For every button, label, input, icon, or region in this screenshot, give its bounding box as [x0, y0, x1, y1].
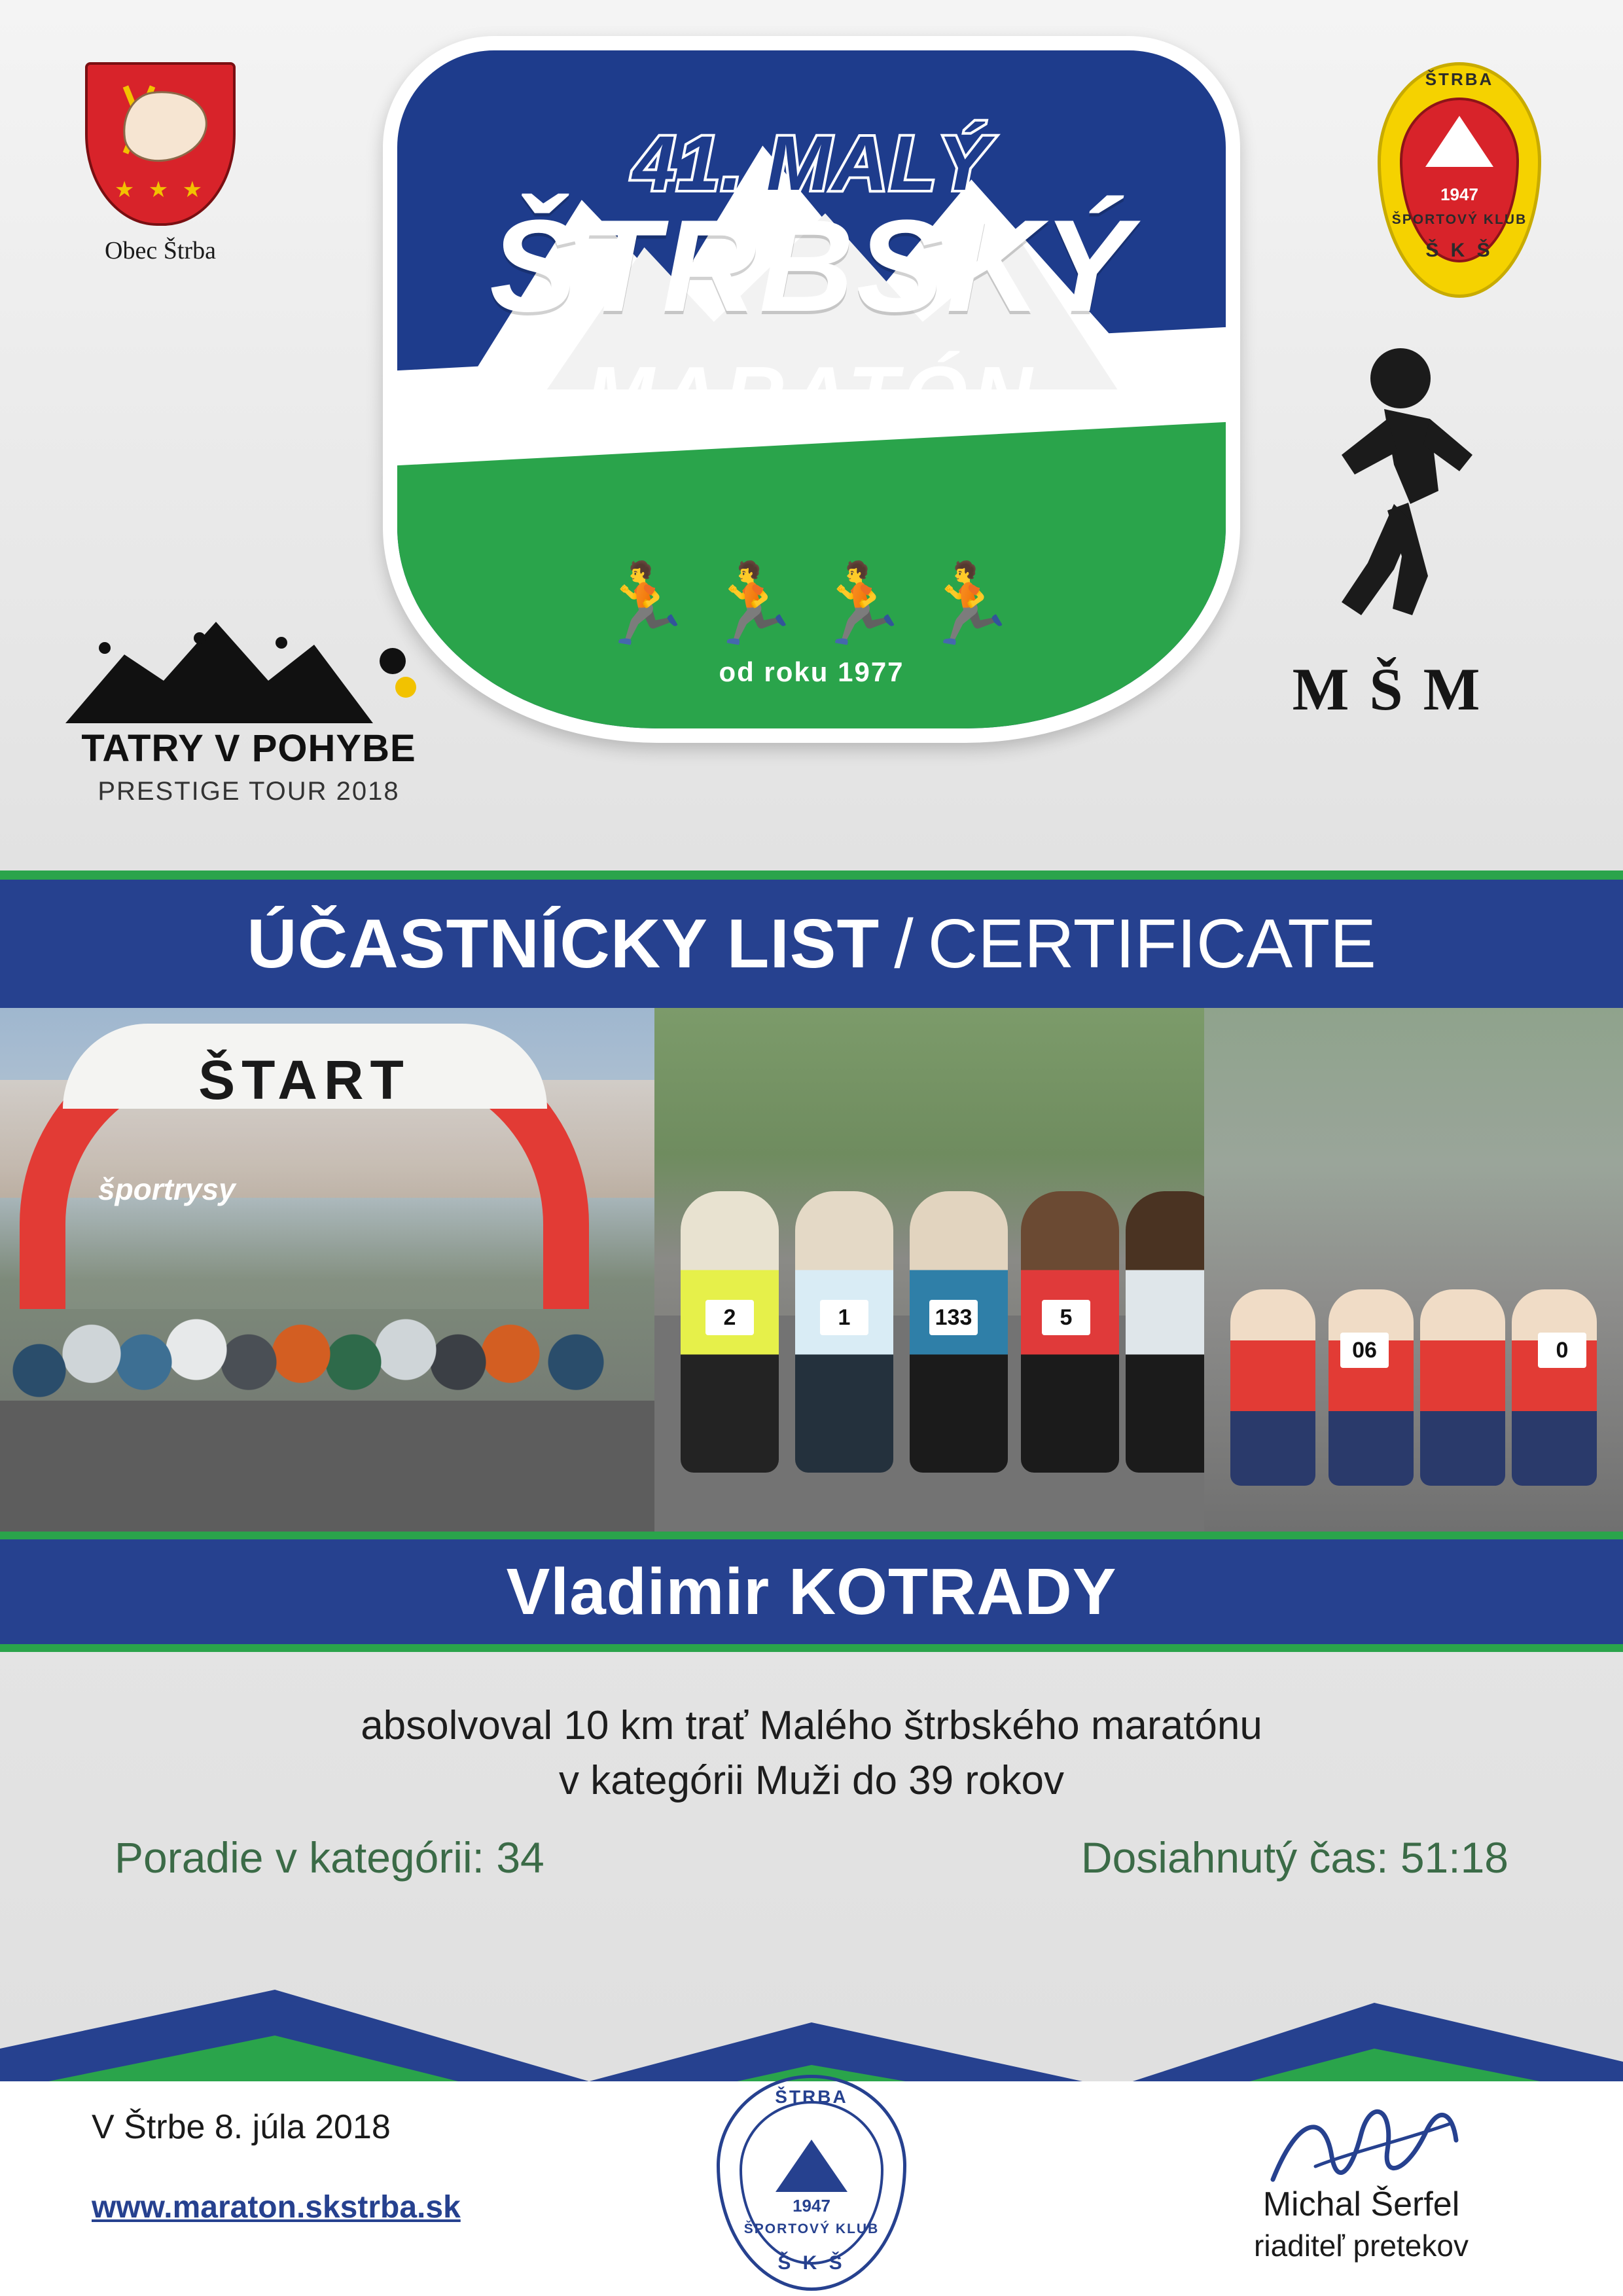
stamp-year: 1947 — [793, 2195, 830, 2215]
sponsor-text: športrysy — [98, 1172, 236, 1206]
elite-runners-photo — [654, 1008, 1204, 1532]
bib-number: 0 — [1538, 1333, 1586, 1368]
runner-silhouette-icon — [1243, 340, 1531, 668]
category-rank-label: Poradie v kategórii: — [115, 1833, 484, 1882]
place-and-date: V Štrbe 8. júla 2018 — [92, 2108, 391, 2146]
emblem-since-text: od roku 1977 — [719, 656, 904, 687]
child-runner-figure — [1230, 1289, 1315, 1486]
title-separator: / — [894, 905, 914, 982]
emblem-line3: MARATÓN — [585, 350, 1038, 442]
club-logo — [1378, 62, 1541, 298]
title-sk: ÚČASTNÍCKY LIST — [247, 905, 880, 982]
mountain-icon — [1425, 116, 1493, 167]
coat-of-arms-icon — [85, 62, 236, 226]
green-divider-top — [0, 870, 1623, 880]
children-runners-photo — [1204, 1008, 1623, 1532]
runner-crowd — [0, 1224, 654, 1433]
start-text: ŠTART — [198, 1049, 410, 1111]
running-figures-icon: 🏃🏃🏃🏃 — [595, 560, 1028, 648]
club-logo-year: 1947 — [1440, 185, 1478, 204]
participant-name: Vladimir KOTRADY — [506, 1554, 1117, 1628]
signature-block — [1178, 2094, 1544, 2263]
finish-time-label: Dosiahnutý čas: — [1080, 1833, 1389, 1882]
stars-icon: ★ ★ ★ — [114, 177, 207, 203]
emblem-shield — [383, 36, 1240, 743]
photo-strip — [0, 1008, 1623, 1532]
category-rank — [115, 1833, 544, 1882]
club-logo-top-text: ŠTRBA — [1425, 69, 1494, 89]
club-logo-bottom-text: Š K Š — [1425, 240, 1493, 261]
start-arch-photo — [0, 1008, 654, 1532]
bib-number: 2 — [705, 1300, 754, 1335]
event-emblem — [383, 36, 1240, 743]
bib-number: 06 — [1340, 1333, 1389, 1368]
child-runner-figure — [1512, 1289, 1597, 1486]
bib-number: 5 — [1042, 1300, 1090, 1335]
certificate-title-bar — [0, 880, 1623, 1008]
child-runner-figure — [1329, 1289, 1414, 1486]
club-logo-shield — [1378, 62, 1541, 298]
club-logo-mid-text: ŠPORTOVÝ KLUB — [1391, 212, 1527, 227]
category-rank-value: 34 — [496, 1833, 544, 1882]
emblem-line2: ŠTRBSKÝ — [490, 193, 1133, 339]
achievement-line2: v kategórii Muži do 39 rokov — [559, 1757, 1064, 1803]
runner-figure — [1126, 1191, 1204, 1473]
municipality-label: Obec Štrba — [105, 237, 216, 264]
stamp-top-text: ŠTRBA — [775, 2087, 848, 2107]
certificate-header — [0, 0, 1623, 870]
bib-number: 1 — [820, 1300, 868, 1335]
tatry-subtitle: PRESTIGE TOUR 2018 — [98, 777, 400, 806]
signatory-role: riaditeľ pretekov — [1254, 2229, 1469, 2263]
green-divider-above-name — [0, 1532, 1623, 1539]
achievement-line1: absolvoval 10 km trať Malého štrbského maratónu — [361, 1703, 1262, 1748]
mountain-silhouette-icon — [46, 609, 452, 726]
tatry-v-pohybe-logo — [46, 609, 452, 806]
finish-time-value: 51:18 — [1400, 1833, 1508, 1882]
participant-name-bar — [0, 1539, 1623, 1644]
signature-icon — [1178, 2094, 1544, 2199]
stamp-bottom-text: Š K Š — [777, 2251, 846, 2274]
municipality-coat-of-arms — [79, 62, 242, 265]
certificate-footer — [0, 2081, 1623, 2296]
msm-logo — [1243, 340, 1531, 759]
event-website-link[interactable]: www.maraton.skstrba.sk — [92, 2190, 461, 2225]
child-runner-figure — [1420, 1289, 1505, 1486]
stamp-mid-text: ŠPORTOVÝ KLUB — [743, 2221, 880, 2237]
tatry-title: TATRY V POHYBE — [81, 727, 416, 770]
club-stamp — [717, 2075, 906, 2291]
signatory-name: Michal Šerfel — [1262, 2185, 1460, 2223]
msm-mark: M Š M — [1292, 656, 1483, 723]
emblem-line1: 41. MALÝ — [632, 120, 991, 207]
certificate-body-text — [0, 1698, 1623, 1808]
green-divider-below-name — [0, 1644, 1623, 1652]
finish-time — [1081, 1833, 1508, 1882]
mountain-icon — [776, 2140, 847, 2192]
results-row — [0, 1833, 1623, 1882]
title-en: CERTIFICATE — [927, 905, 1376, 982]
bib-number: 133 — [929, 1300, 978, 1335]
